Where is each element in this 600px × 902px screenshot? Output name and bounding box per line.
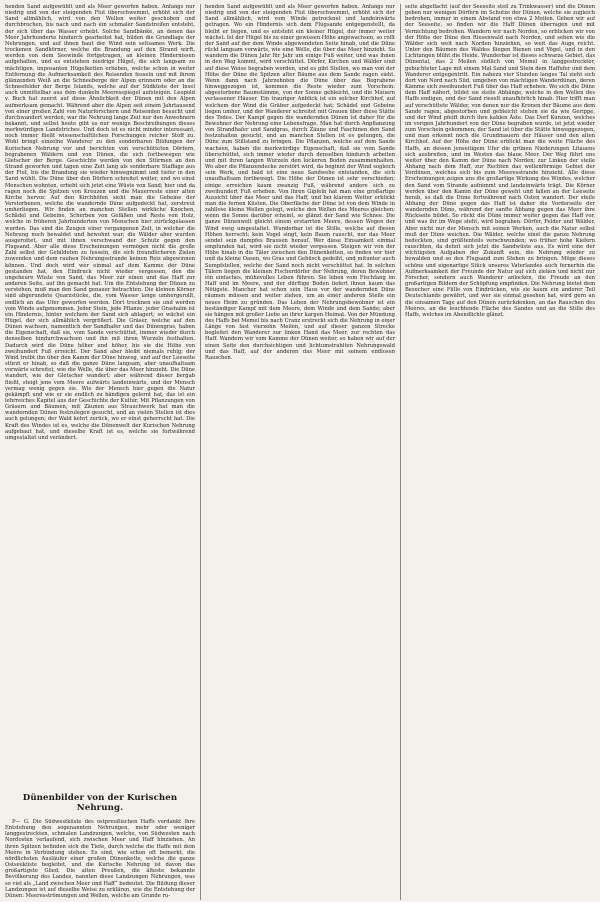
column-rule <box>200 4 201 900</box>
column-3 <box>405 4 595 900</box>
column-3-body: seite abgeflacht (auf der Seeseite steil zu Trinkwasser) und die Dünen geben nur wenigen Dörfern im Schutze der Dünen, welche sie zugleich bedrohen, immer in einem Abstand von etwa 2 Meilen. Gehen wir auf der Seeseite, so finden wir die Haff Dünen überragen und mit Vernichtung bedrohen. Wandern wir nach Norden, so erblicken wir von der Höhe der Düne den Riesenwald nach Norden, und sehen wie die Wälder sich weit nach Norden hinziehen, so weit das Auge reicht. Unter den Bäumen des Waldes fliegen Bienen und Vögel, und in den Lichtungen blüht die Heide. Wunderbar ist dieses schwarze Gebiet, das Dünental, das 2 Meilen südlich von Memel in langgestreckter, gebuchteter Lage mit einem Mal Sand und Stein dem Haffufer und dem Wanderer entgegentritt. Ein nahezu vier Stunden langes Tal zieht sich dort von Nord nach Süd, umgeben von mächtigen Wanderdünen, deren Kämme sich zweihundert Fuß über das Haff erheben. Wo sich die Düne dem Haff nähert, bildet sie steile Abhänge, welche in den Wellen des Haffs endigen, und der Sand rieselt unaufhörlich hinab. Hier trifft man auf verschüttete Wälder, von denen nur die Kronen der Bäume aus dem Sande ragen; abgestorben und gebleicht stehen sie da wie Gerippe, und der Wind pfeift durch ihre kahlen Äste. Das Dorf Kunzen, welches im vorigen Jahrhundert von der Düne begraben wurde, ist jetzt wieder zum Vorschein gekommen; der Sand ist über die Stätte hinweggezogen, und man erkennt noch die Grundmauern der Häuser und den alten Kirchhof. Auf der Höhe der Düne erblickt man die weite Fläche des Haffs, an dessen jenseitigem Ufer die grünen Niederungen Litauens sich ausbreiten, und im Westen das blaue Meer. Der Weg führt uns weiter über den Kamm der Düne nach Norden; zur Linken der steile Abhang nach dem Haff, zur Rechten das wellenförmige Gebiet der Vordünen, welches sich bis zum Meeresstrande hinzieht. Alle diese Erscheinungen zeigen uns die großartige Wirkung des Windes, welcher den Sand vom Strande aufnimmt und landeinwärts trägt. Die Körner werden über den Kamm der Düne geweht und fallen an der Leeseite herab, so daß die Düne fortwährend nach Osten wandert. Der steile Abhang der Düne gegen das Haff ist daher die Vorderseite der wandernden Düne, während der sanfte Abhang gegen das Meer ihre Rückseite bildet. So rückt die Düne immer weiter gegen das Haff vor, und was ihr im Wege steht, wird begraben: Dörfer, Felder und Wälder. Aber nicht nur der Mensch mit seinen Werken, auch die Natur selbst muß der Düne weichen. Die Wälder, welche einst die ganze Nehrung bedeckten, sind größtenteils verschwunden; wo früher hohe Kiefern rauschten, da dehnt sich jetzt die Sandwüste aus. Es wird eine der wichtigsten Aufgaben der Zukunft sein, die Nehrung wieder zu bewalden und so den Flugsand zum Stehen zu bringen. Möge dieses schöne und eigenartige Stück unseres Vaterlandes auch fernerhin die Aufmerksamkeit der Freunde der Natur auf sich ziehen und nicht nur Forscher, sondern auch Wanderer anlocken, die Freude an den großartigen Bildern der Schöpfung empfinden. Die Nehrung bietet dem Besucher eine Fülle von Eindrücken, wie sie kaum ein anderer Teil Deutschlands gewährt, und wer sie einmal gesehen hat, wird gern an die einsamen Tage auf den Dünen zurückdenken, an das Rauschen des Meeres, an die leuchtende Fläche des Sandes und an die Stille des Haffs, welches im Abendlichte glänzt. <box>405 4 595 318</box>
column-rule <box>400 4 401 900</box>
column-1-continuation: henden Sand aufgewühlt und als Meer geworfen haben. Anfangs nur niedrig und von der steigenden Flut überschwemmt, erhöht sich der Sand allmählich, wird von den Wellen weiter geschoben und durchbrochen, bis nach und nach ein schmaler Sandstreifen entsteht, der sich über das Wasser erhebt. Solche Sandbänke, an denen das Meer Jahrhunderte hindurch gearbeitet hat, bilden die Grundlage der Nehrungen, und auf ihnen baut der Wind sein seltsames Werk. Die trockenen Sandkörner, welche die Brandung auf den Strand wirft, werden von dem Seewinde fortgetragen, an kleinen Hindernissen aufgehalten, und es entstehen niedrige Hügel, die sich langsam zu mächtigen, imposanten Hügelketten erheben, welche schon in weiter Entfernung die Aufmerksamkeit des Reisenden fesseln und mit ihrem glänzenden Weiß an die Schneeberge der Alpen erinnern oder an die Schneefelder der Berge Islands, welche auf der Südküste der Insel auch unmittelbar aus dem dunkeln Meeresspiegel aufsteigen. Leopold v. Buch hat zuerst auf diese Ähnlichkeit der Dünen mit den Alpen aufmerksam gemacht. Während aber die Alpen seit einem Jahrtausend von einer großen Zahl von Naturforschern und Reisenden besucht und durchwandert werden, war die Nehrung lange Zeit nur den Anwohnern bekannt, und selbst heute gibt es nur wenige Beschreibungen dieses merkwürdigen Landstriches. Und doch ist es nicht minder interessant, noch immer fließt wissenschaftlichen Forschungen reicher Stoff zu. Wohl bringt einzelne Wanderer zu den sonderbaren Bildungen der Kurischen Nehrung vor und berichten von verschütteten Dörfern, begrabenen Wäldern und von Dünen, die sich fortbewegen wie Gletscher der Berge. Geschichte werden von den Stürmen an den Strand geworfen und tagen eine Zeit lang als sonderbare Staffage aus der Flut, bis die Brandung sie wieder hinwegnimmt und tiefer in den Sand wühlt. Die Düne über den Dörfern schreitet weiter, und wo einst Menschen wohnten, erhebt sich jetzt eine Wüste von Sand; hier und da ragen noch die Spitzen von Kreuzen und die Mauerreste einer alten Kirche hervor. Auf den Kirchhöfen sieht man die Gebeine der Verstorbenen, welche die wandernde Düne aufgedeckt hat, zerstreut umherliegen. Wir finden an manchen Stellen wirkliche Knochen, Schädel und Gebeine, Scherben von Gefäßen und Reste von Holz, welche in früheren Jahrhunderten von Menschen hier zurückgelassen wurden. Das sind die Zeugen einer vergangenen Zeit, in welcher die Nehrung noch bewaldet und bewohnt war; die Wälder aber wurden ausgerottet, und mit ihnen verschwand der Schutz gegen den Flugsand. Aber alle diese Erscheinungen vermögen nicht die große Zahl selbst der Gebildeten zu fesseln, die sich freundlicheren Zielen zuwenden und dem rauhen Nehrungsstrande keinen Reiz abgewinnen können. Und doch wird wer einmal auf dem Kamme der Düne gestanden hat, den Eindruck nicht wieder vergessen, den die ungeheure Wüste von Sand, das Meer zur einen und das Haff zur anderen Seite, auf ihn gemacht hat. Um die Entstehung der Dünen zu verstehen, muß man den Sand genauer betrachten. Die kleinen Körner sind abgerundete Quarzstücke, die, vom Wasser lange umhergerollt, endlich an das Ufer geworfen werden. Dort trocknen sie und werden vom Winde aufgenommen. Jeder Stein, jede Pflanze, jeder Grashalm ist ein Hindernis, hinter welchem der Sand sich ablagert; so wächst ein Hügel, der sich allmählich vergrößert. Die Gräser, welche auf den Dünen wachsen, namentlich der Sandhafer und das Dünengras, haben die Eigenschaft, daß sie, vom Sande verschüttet, immer wieder durch denselben hindurchwachsen und ihn mit ihren Wurzeln festhalten. Dadurch wird die Düne höher und höher, bis sie die Höhe von zweihundert Fuß erreicht. Der Sand aber bleibt niemals ruhig; der Wind treibt ihn über den Kamm der Düne hinweg, und auf der Leeseite stürzt er hinab, so daß die ganze Düne langsam, aber unaufhaltsam vorwärts schreitet, wie die Welle, die über das Meer hinzieht. Die Düne wandert, wie der Gletscher wandert; aber während dieser bergab fließt, steigt jene vom Meere aufwärts landeinwärts, und der Mensch vermag wenig gegen sie. Wie der Mensch hier gegen die Natur gekämpft und wie er sie endlich zu bändigen gelernt hat, das ist ein lehrreiches Kapitel aus der Geschichte der Kultur. Mit Pflanzungen von Gräsern und Bäumen, mit Zäunen aus Strauchwerk hat man die wandernden Dünen festzulegen gesucht, und an vielen Stellen ist dies auch gelungen; der Wald kehrt zurück, wo er einst geherrscht hat. Die Kraft des Windes ist es, welche die Dünenwelt der Kurischen Nehrung aufgebaut hat, und dieselbe Kraft ist es, welche sie fortwährend umgestaltet und verändert. <box>5 4 195 441</box>
article-title: Dünenbilder von der Kurischen Nehrung. <box>22 793 178 813</box>
column-1 <box>5 4 195 900</box>
article-section <box>5 793 195 900</box>
column-2-body: henden Sand aufgewühlt und als Meer geworfen haben. Anfangs nur niedrig und von der steigenden Flut überschwemmt, erhöht sich der Sand allmählich, wird vom Winde getrocknet und landeinwärts getragen. Wo ein Hindernis sich dem Flugsande entgegenstellt, da bleibt er liegen, und es entsteht ein kleiner Hügel, der immer weiter wächst. Ist der Hügel bis zu einer gewissen Höhe angewachsen, so rollt der Sand auf der dem Winde abgewendeten Seite hinab, und die Düne rückt langsam vorwärts, wie eine Welle, die über das Meer hinzieht. So wandern die Dünen Jahr für Jahr um einige Fuß weiter, und was ihnen in den Weg kommt, wird verschüttet. Dörfer, Kirchen und Wälder sind auf diese Weise begraben worden, und es gibt Stellen, wo man von der Höhe der Düne die Spitzen alter Bäume aus dem Sande ragen sieht. Wenn dann nach Jahrzehnten die Düne über das Begrabene hinweggezogen ist, kommen die Reste wieder zum Vorschein: abgestorbene Baumstämme, von der Sonne gebleicht, und die Mauern verlassener Häuser. Ein trauriger Anblick ist ein solcher Kirchhof, auf welchem der Wind die Gräber aufgedeckt hat; Schädel und Gebeine liegen umher, und der Wanderer schreitet mit Grauen über diese Stätte des Todes. Der Kampf gegen die wandernden Dünen ist daher für die Bewohner der Nehrung eine Lebensfrage. Man hat durch Anpflanzung von Strandhafer und Sandgras, durch Zäune und Faschinen den Sand festzuhalten gesucht, und an manchen Stellen ist es gelungen, die Düne zum Stillstand zu bringen. Die Pflanzen, welche auf dem Sande wachsen, haben die merkwürdige Eigenschaft, daß sie vom Sande überschüttet, sich immer wieder durch denselben hindurch arbeiten und mit ihren langen Wurzeln den lockeren Boden zusammenhalten. Wo aber die Pflanzendecke zerstört wird, da beginnt der Wind sogleich sein Werk, und bald ist eine neue Sandwehe entstanden, die sich unaufhaltsam fortbewegt. Die Höhe der Dünen ist sehr verschieden; einige erreichen kaum zwanzig Fuß, während andere sich zu zweihundert Fuß erheben. Von ihren Gipfeln hat man eine großartige Aussicht über das Meer und das Haff, und bei klarem Wetter erblickt man die fernen Küsten. Die Oberfläche der Düne ist von dem Winde in zahllose kleine Wellen gelegt, welche den Wellen des Meeres gleichen; wenn die Sonne darüber scheint, so glänzt der Sand wie Schnee. Die ganze Dünenwelt gleicht einem erstarrten Meere, dessen Wogen der Wind ewig umgestaltet. Wunderbar ist die Stille, welche auf diesen Höhen herrscht; kein Vogel singt, kein Baum rauscht, nur das Meer sendet sein dumpfes Brausen herauf. Wer diese Einsamkeit einmal empfunden hat, wird sie nicht wieder vergessen. Steigen wir von der Höhe hinab in die Täler zwischen den Dünenketten, so finden wir hier und da kleine Oasen, wo Gras und Gebüsch gedeiht, und mitunter auch Sumpfstellen, welche der Sand noch nicht verschüttet hat. In solchen Tälern liegen die kleinen Fischerdörfer der Nehrung, deren Bewohner ein einfaches, mühevolles Leben führen. Sie leben vom Fischfang im Haff und im Meere, und der dürftige Boden liefert ihnen kaum das Nötigste. Mancher hat schon sein Haus vor der wandernden Düne räumen müssen und weiter ziehen, um an einer anderen Stelle ein neues Heim zu gründen. Das Leben der Nehrungsbewohner ist ein beständiger Kampf mit dem Meere, dem Winde und dem Sande; aber sie hängen mit großer Liebe an ihrer kargen Heimat. Von der Mündung des Haffs bei Memel bis nach Cranz erstreckt sich die Nehrung in einer Länge von fast vierzehn Meilen, und auf dieser ganzen Strecke begleitet den Wanderer zur linken Hand das Meer, zur rechten das Haff. Wandern wir vom Kamme der Dünen weiter, so haben wir auf der einen Seite den durchsichtigen und lichtumstrahlten Nehrungswald und das Haff, auf der anderen das Meer mit seinem endlosen Rauschen. <box>205 4 395 361</box>
text-columns <box>5 4 595 900</box>
column-2 <box>205 4 395 900</box>
article-opening-paragraph: P— G. Die Südwestküste des ostpreußischen Haffs verdankt ihre Entstehung den sogenannten Nehrungen, mehr oder weniger langgestreckten, schmalen Landzungen, welche, von Südwesten nach Nordosten verlaufend, sich zwischen Meer und Haff hinziehen. An ihren Spitzen befinden sich die Tiefe, durch welche die Haffe mit dem Meere in Verbindung stehen. Es sind, wie schon oft bemerkt, die nördlichsten Ausläufer einer großen Dünenkette, welche die ganze Ostseeküste begleitet, und die Kurische Nehrung ist davon das großartigste Glied. Die alten Preußen, die älteste bekannte Bevölkerung des Landes, nannten diese Landzungen Nehrungen, was so viel als „Land zwischen Meer und Haff“ bedeutet. Die Bildung dieser Landzungen ist auf dieselbe Weise zu erklären, wie die Entstehung der Dünen: Meeresströmungen und Wellen, welche am Grunde ru- <box>5 819 195 899</box>
